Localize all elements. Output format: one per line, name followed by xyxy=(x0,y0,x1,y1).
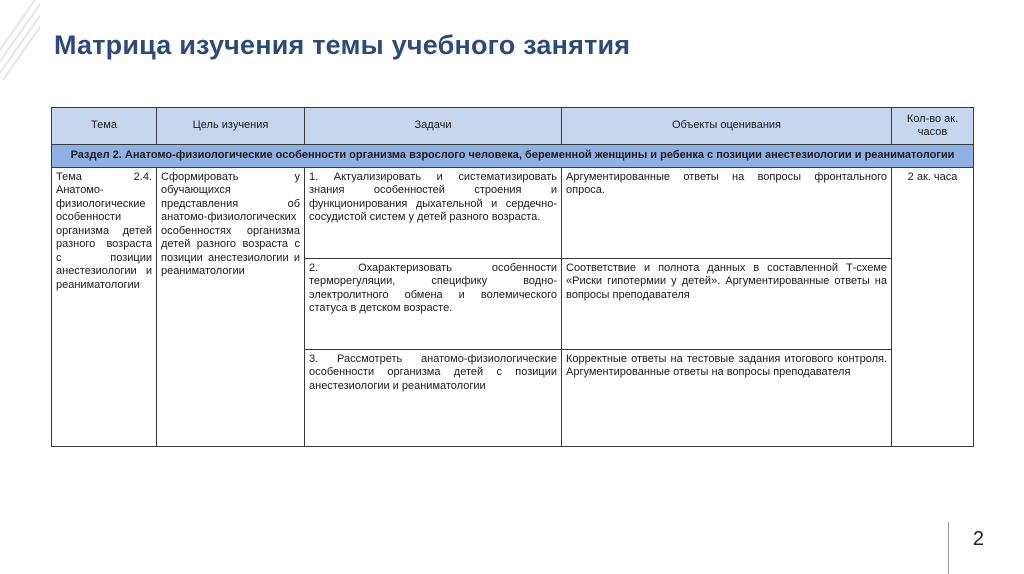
page-number: 2 xyxy=(972,528,984,550)
assessment-cell: Соответствие и полнота данных в составленной Т-схеме «Риски гипотермии у детей». Аргументированные ответы на вопросы преподавателя xyxy=(562,258,892,349)
hours-cell: 2 ак. часа xyxy=(892,167,974,446)
task-cell: 1. Актуализировать и систематизировать знания особенностей строения и функционирования дыхательной и сердечно-сосудистой систем у детей разного возраста. xyxy=(305,167,562,258)
topic-cell: Тема 2.4. Анатомо-физиологические особенности организма детей разного возраста с позиции анестезиологии и реаниматологии xyxy=(52,167,157,446)
section-row xyxy=(52,145,974,168)
header-topic: Тема xyxy=(52,108,157,145)
study-matrix-table xyxy=(51,107,974,447)
table-header-row xyxy=(52,108,974,145)
section-title: Раздел 2. Анатомо-физиологические особенности организма взрослого человека, беременной женщины и ребенка с позиции анестезиологии и реаниматологии xyxy=(52,145,974,168)
task-cell: 2. Охарактеризовать особенности терморегуляции, специфику водно-электролитного обмена и волемического статуса в детском возрасте. xyxy=(305,258,562,349)
divider xyxy=(948,522,949,574)
slide-title: Матрица изучения темы учебного занятия xyxy=(54,30,631,60)
header-hours: Кол-во ак. часов xyxy=(892,108,974,145)
assessment-cell: Аргументированные ответы на вопросы фронтального опроса. xyxy=(562,167,892,258)
assessment-cell: Корректные ответы на тестовые задания итогового контроля. Аргументированные ответы на вопросы преподавателя xyxy=(562,349,892,446)
header-assessment: Объекты оценивания xyxy=(562,108,892,145)
task-cell: 3. Рассмотреть анатомо-физиологические особенности организма детей с позиции анестезиологии и реаниматологии xyxy=(305,349,562,446)
header-tasks: Задачи xyxy=(305,108,562,145)
decorative-stripes xyxy=(0,0,40,80)
header-goal: Цель изучения xyxy=(157,108,305,145)
table-row xyxy=(52,167,974,258)
goal-cell: Сформировать у обучающихся представления об анатомо-физиологических особенностях организма детей разного возраста с позиции анестезиологии и реаниматологии xyxy=(157,167,305,446)
